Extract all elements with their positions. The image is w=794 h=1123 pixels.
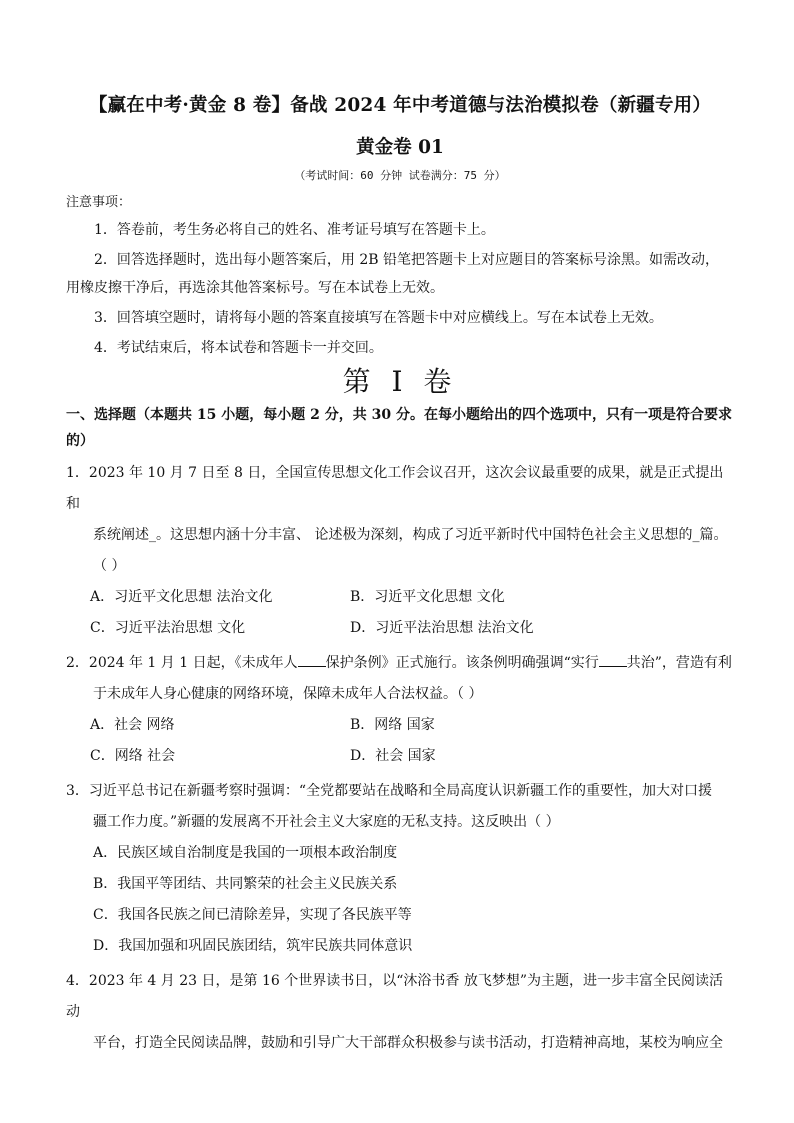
answer-blank [298, 654, 326, 667]
question-2-option-b: B．网络 国家 [350, 717, 435, 733]
question-1-options-row1 [66, 582, 734, 613]
part-heading-line2: 的） [66, 433, 94, 449]
question-2-options-row1 [66, 710, 734, 741]
exam-subtitle: 黄金卷 01 [356, 137, 444, 158]
question-2-option-d: D．社会 国家 [350, 748, 436, 764]
question-4-line1: 4．2023 年 4 月 23 日，是第 16 个世界读书日，以“沐浴书香 放飞梦想”为主题，进一步丰富全民阅读活动 [66, 973, 723, 1020]
question-2-options-row2 [66, 741, 734, 772]
question-1-line3: （ ） [93, 558, 126, 574]
question-1 [66, 458, 734, 644]
notice-heading: 注意事项： [66, 195, 132, 210]
exam-info: （考试时间：60 分钟 试卷满分：75 分） [294, 169, 506, 182]
question-2-option-c: C．网络 社会 [90, 748, 176, 764]
part-heading-line1: 一、选择题（本题共 15 小题，每小题 2 分，共 30 分。在每小题给出的四个选项中，只有一项是符合要求 [66, 407, 732, 423]
question-2-line2: 于未成年人身心健康的网络环境，保障未成年人合法权益。（ ） [93, 686, 483, 702]
question-3 [66, 776, 734, 962]
question-3-line1: 3．习近平总书记在新疆考察时强调：“全党都要站在战略和全局高度认识新疆工作的重要性，加大对口援 [66, 783, 713, 799]
question-2-line1-part3: 共治”，营造有利 [626, 655, 732, 671]
question-4 [66, 966, 734, 1059]
question-1-option-c: C．习近平法治思想 文化 [90, 620, 246, 636]
question-2-line1-part1: 2．2024 年 1 月 1 日起，《未成年人 [66, 655, 298, 671]
question-3-option-b: B．我国平等团结、共同繁荣的社会主义民族关系 [93, 876, 398, 892]
question-4-line2: 平台，打造全民阅读品牌，鼓励和引导广大干部群众积极参与读书活动，打造精神高地，某校为响应全 [93, 1035, 723, 1051]
question-2 [66, 648, 734, 772]
question-3-option-a: A．民族区域自治制度是我国的一项根本政治制度 [93, 845, 398, 861]
notice-item-1: 1．答卷前，考生务必将自己的姓名、准考证号填写在答题卡上。 [94, 222, 495, 238]
question-3-option-d: D．我国加强和巩固民族团结，筑牢民族共同体意识 [93, 938, 413, 954]
question-2-line1-part2: 保护条例》正式施行。该条例明确强调“实行 [325, 655, 599, 671]
question-1-line1: 1．2023 年 10 月 7 日至 8 日，全国宣传思想文化工作会议召开，这次会议最重要的成果，就是正式提出和 [66, 465, 724, 512]
question-1-option-a: A．习近平文化思想 法治文化 [90, 589, 273, 605]
question-1-option-d: D．习近平法治思想 法治文化 [350, 620, 534, 636]
notice-item-2: 2．回答选择题时，选出每小题答案后，用 2B 铅笔把答题卡上对应题目的答案标号涂黑。如需改动， [94, 252, 720, 268]
question-1-option-b: B．习近平文化思想 文化 [350, 589, 505, 605]
question-2-option-a: A．社会 网络 [90, 717, 175, 733]
question-2-line1 [66, 648, 734, 679]
notice-item-3: 3．回答填空题时，请将每小题的答案直接填写在答题卡中对应横线上。写在本试卷上无效。 [94, 310, 663, 326]
notice-item-2-continued: 用橡皮擦干净后，再选涂其他答案标号。写在本试卷上无效。 [66, 280, 444, 296]
answer-blank [599, 654, 627, 667]
part-heading [66, 402, 734, 454]
question-3-line2: 疆工作力度。”新疆的发展离不开社会主义大家庭的无私支持。这反映出（ ） [93, 814, 560, 830]
exam-title: 【赢在中考·黄金 8 卷】备战 2024 年中考道德与法治模拟卷（新疆专用） [88, 95, 712, 116]
section-title: 第 I 卷 [342, 365, 458, 398]
question-1-line2: 系统阐述_。这思想内涵十分丰富、 论述极为深刻，构成了习近平新时代中国特色社会主义思想的_篇。 [93, 527, 728, 543]
question-3-option-c: C．我国各民族之间已清除差异，实现了各民族平等 [93, 907, 412, 923]
question-1-options-row2 [66, 613, 734, 644]
notice-item-4: 4．考试结束后，将本试卷和答题卡一并交回。 [94, 340, 383, 356]
